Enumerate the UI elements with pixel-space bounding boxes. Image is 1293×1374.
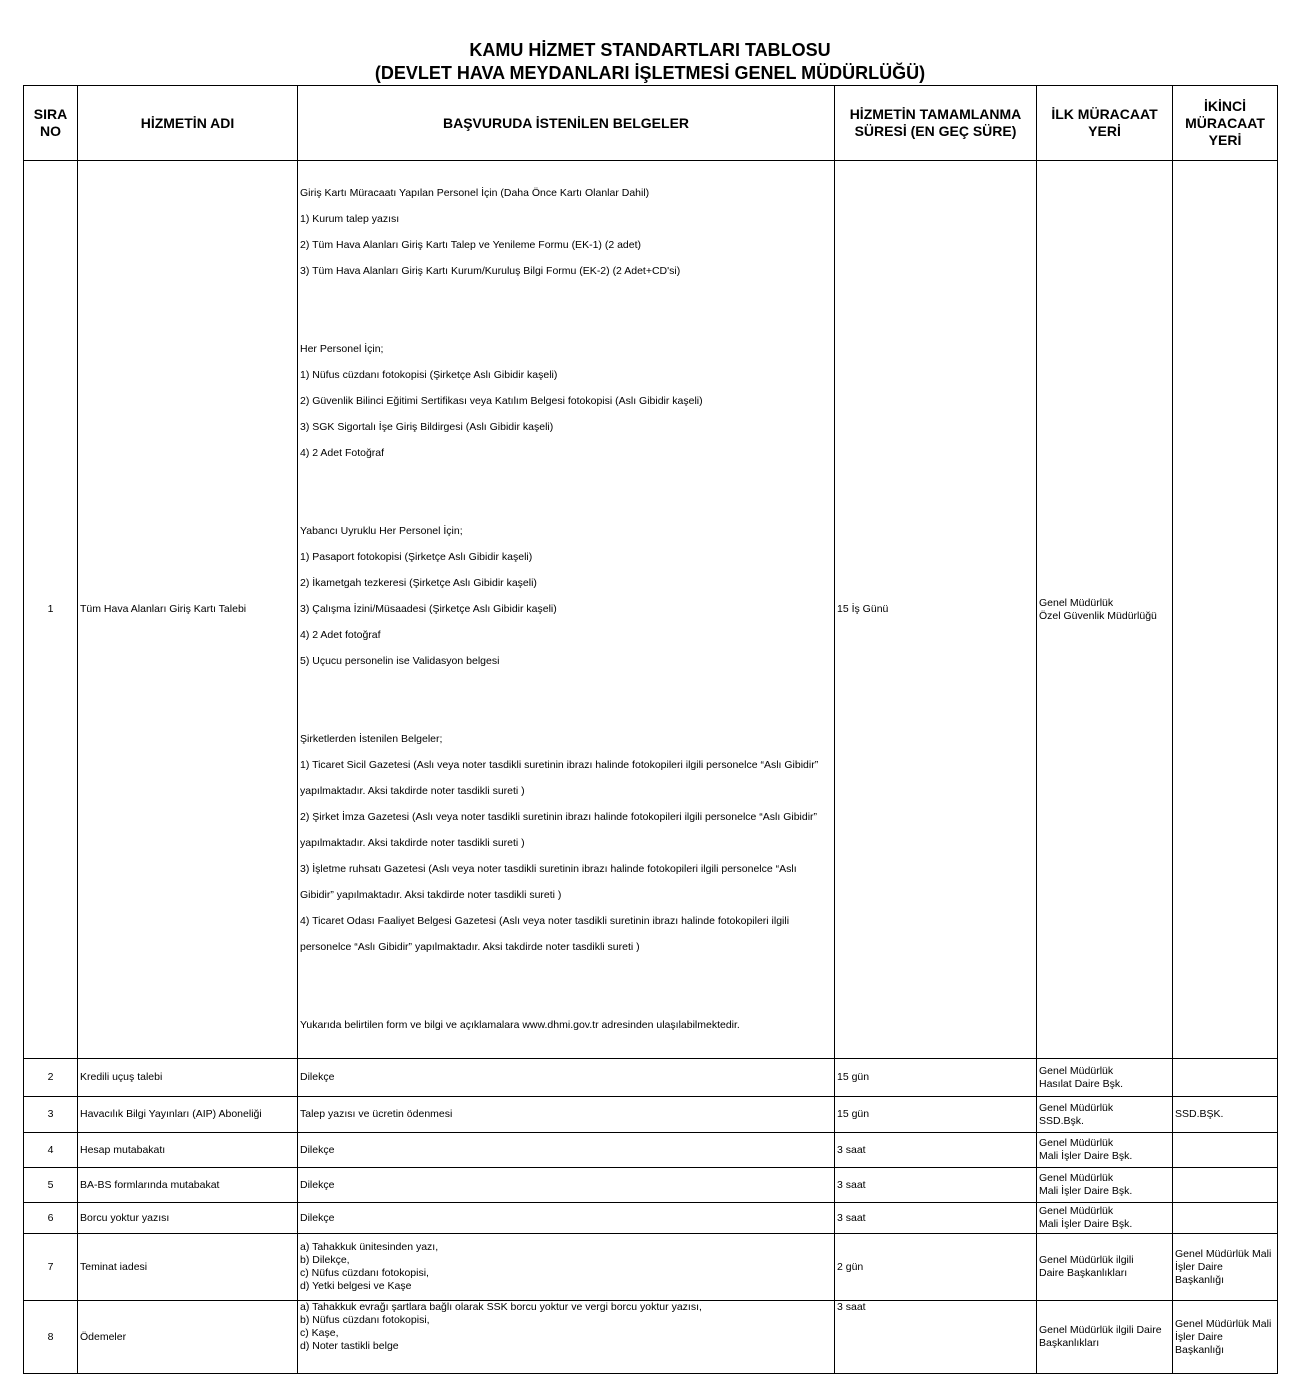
required-documents: Dilekçe (298, 1133, 835, 1168)
docs-block (300, 330, 832, 473)
docs-line: 2) Şirket İmza Gazetesi (Aslı veya noter tasdikli suretinin ibrazı halinde fotokopileri ilgili personelce “Aslı Gibidir” (300, 811, 818, 823)
header-ikinci-muracaat: İKİNCİ MÜRACAAT YERİ (1173, 86, 1278, 161)
row-no: 6 (24, 1203, 78, 1234)
second-application-place (1173, 1133, 1278, 1168)
service-name: Hesap mutabakatı (78, 1133, 298, 1168)
table-row (24, 1234, 1278, 1301)
docs-block (300, 512, 832, 681)
row-no: 7 (24, 1234, 78, 1301)
docs-line: 1) Kurum talep yazısı (300, 213, 400, 225)
second-application-place: SSD.BŞK. (1173, 1097, 1278, 1133)
docs-line: 3) İşletme ruhsatı Gazetesi (Aslı veya noter tasdikli suretinin ibrazı halinde fotokopileri ilgili personelce “Aslı (300, 863, 797, 875)
completion-time: 3 saat (835, 1203, 1037, 1234)
completion-time: 15 İş Günü (835, 161, 1037, 1059)
docs-line: 5) Uçucu personelin ise Validasyon belgesi (300, 655, 500, 667)
first-application-place: Genel Müdürlük Mali İşler Daire Bşk. (1037, 1203, 1173, 1234)
docs-line: 2) Tüm Hava Alanları Giriş Kartı Talep ve Yenileme Formu (EK-1) (2 adet) (300, 239, 642, 251)
docs-line: Her Personel İçin; (300, 343, 384, 355)
first-application-place: Genel Müdürlük Mali İşler Daire Bşk. (1037, 1133, 1173, 1168)
table-row (24, 161, 1278, 1059)
required-documents: a) Tahakkuk ünitesinden yazı, b) Dilekçe, c) Nüfus cüzdanı fotokopisi, d) Yetki belgesi ve Kaşe (298, 1234, 835, 1301)
row-no: 4 (24, 1133, 78, 1168)
first-application-place: Genel Müdürlük Özel Güvenlik Müdürlüğü (1037, 161, 1173, 1059)
service-name: Havacılık Bilgi Yayınları (AIP) Aboneliği (78, 1097, 298, 1133)
docs-line: 4) 2 Adet Fotoğraf (300, 447, 385, 459)
header-belgeler: BAŞVURUDA İSTENİLEN BELGELER (298, 86, 835, 161)
docs-block (300, 720, 832, 967)
docs-block (300, 174, 832, 291)
page-title: KAMU HİZMET STANDARTLARI TABLOSU (469, 40, 831, 60)
docs-line: 1) Ticaret Sicil Gazetesi (Aslı veya noter tasdikli suretinin ibrazı halinde fotokopileri ilgili personelce “Aslı Gibidir” (300, 759, 819, 771)
docs-line: Gibidir” yapılmaktadır. Aksi takdirde noter tasdikli sureti ) (300, 889, 562, 901)
service-name: Borcu yoktur yazısı (78, 1203, 298, 1234)
completion-time: 3 saat (835, 1133, 1037, 1168)
header-ilk-muracaat: İLK MÜRACAAT YERİ (1037, 86, 1173, 161)
docs-line: 2) Güvenlik Bilinci Eğitimi Sertifikası veya Katılım Belgesi fotokopisi (Aslı Gibidir kaşeli) (300, 395, 703, 407)
docs-line: 3) SGK Sigortalı İşe Giriş Bildirgesi (Aslı Gibidir kaşeli) (300, 421, 554, 433)
table-row (24, 1168, 1278, 1203)
required-documents: Dilekçe (298, 1168, 835, 1203)
required-documents: a) Tahakkuk evrağı şartlara bağlı olarak SSK borcu yoktur ve vergi borcu yoktur yazısı, b) Nüfus cüzdanı fotokopisi, c) Kaşe, d) Noter tastikli belge (298, 1301, 835, 1374)
service-name: Kredili uçuş talebi (78, 1059, 298, 1097)
header-row (24, 86, 1278, 161)
docs-line: 4) 2 Adet fotoğraf (300, 629, 381, 641)
row-no: 1 (24, 161, 78, 1059)
docs-line: yapılmaktadır. Aksi takdirde noter tasdikli sureti ) (300, 785, 525, 797)
spacer (300, 694, 832, 707)
docs-line: 4) Ticaret Odası Faaliyet Belgesi Gazetesi (Aslı veya noter tasdikli suretinin ibrazı halinde fotokopileri ilgili (300, 915, 790, 927)
row-no: 8 (24, 1301, 78, 1374)
row-no: 5 (24, 1168, 78, 1203)
spacer (300, 980, 832, 993)
header-sira-no: SIRA NO (24, 86, 78, 161)
page-subtitle: (DEVLET HAVA MEYDANLARI İŞLETMESİ GENEL MÜDÜRLÜĞÜ) (374, 63, 926, 83)
completion-time: 2 gün (835, 1234, 1037, 1301)
required-documents (298, 161, 835, 1059)
first-application-place: Genel Müdürlük ilgili Daire Başkanlıkları (1037, 1301, 1173, 1374)
table-row (24, 1059, 1278, 1097)
row-no: 3 (24, 1097, 78, 1133)
service-name: BA-BS formlarında mutabakat (78, 1168, 298, 1203)
first-application-place: Genel Müdürlük SSD.Bşk. (1037, 1097, 1173, 1133)
second-application-place: Genel Müdürlük Mali İşler Daire Başkanlığı (1173, 1234, 1278, 1301)
docs-line: 1) Pasaport fotokopisi (Şirketçe Aslı Gibidir kaşeli) (300, 551, 533, 563)
header-sure: HİZMETİN TAMAMLANMA SÜRESİ (EN GEÇ SÜRE) (835, 86, 1037, 161)
docs-line: 1) Nüfus cüzdanı fotokopisi (Şirketçe Aslı Gibidir kaşeli) (300, 369, 558, 381)
service-name: Ödemeler (78, 1301, 298, 1374)
table-row (24, 1133, 1278, 1168)
docs-line: 3) Tüm Hava Alanları Giriş Kartı Kurum/Kuruluş Bilgi Formu (EK-2) (2 Adet+CD'si) (300, 265, 681, 277)
required-documents: Talep yazısı ve ücretin ödenmesi (298, 1097, 835, 1133)
service-standards-table (23, 85, 1278, 1374)
first-application-place: Genel Müdürlük Hasılat Daire Bşk. (1037, 1059, 1173, 1097)
docs-line: 3) Çalışma İzini/Müsaadesi (Şirketçe Aslı Gibidir kaşeli) (300, 603, 557, 615)
required-documents: Dilekçe (298, 1059, 835, 1097)
second-application-place (1173, 1059, 1278, 1097)
spacer (300, 486, 832, 499)
docs-line: Yabancı Uyruklu Her Personel İçin; (300, 525, 463, 537)
row-no: 2 (24, 1059, 78, 1097)
completion-time: 15 gün (835, 1059, 1037, 1097)
docs-line: Giriş Kartı Müracaatı Yapılan Personel İçin (Daha Önce Kartı Olanlar Dahil) (300, 187, 650, 199)
table-row (24, 1301, 1278, 1374)
second-application-place (1173, 1168, 1278, 1203)
second-application-place: Genel Müdürlük Mali İşler Daire Başkanlığı (1173, 1301, 1278, 1374)
header-hizmet-adi: HİZMETİN ADI (78, 86, 298, 161)
docs-line: yapılmaktadır. Aksi takdirde noter tasdikli sureti ) (300, 837, 525, 849)
service-name: Teminat iadesi (78, 1234, 298, 1301)
service-name: Tüm Hava Alanları Giriş Kartı Talebi (78, 161, 298, 1059)
table-row (24, 1203, 1278, 1234)
required-documents: Dilekçe (298, 1203, 835, 1234)
docs-block (300, 1006, 832, 1045)
completion-time: 3 saat (835, 1168, 1037, 1203)
first-application-place: Genel Müdürlük ilgili Daire Başkanlıkları (1037, 1234, 1173, 1301)
first-application-place: Genel Müdürlük Mali İşler Daire Bşk. (1037, 1168, 1173, 1203)
docs-line: Şirketlerden İstenilen Belgeler; (300, 733, 443, 745)
docs-line: personelce “Aslı Gibidir” yapılmaktadır. Aksi takdirde noter tasdikli sureti ) (300, 941, 640, 953)
second-application-place (1173, 161, 1278, 1059)
second-application-place (1173, 1203, 1278, 1234)
table-row (24, 1097, 1278, 1133)
completion-time: 3 saat (835, 1301, 1037, 1374)
docs-line: Yukarıda belirtilen form ve bilgi ve açıklamalara www.dhmi.gov.tr adresinden ulaşılabilmektedir. (300, 1019, 740, 1031)
spacer (300, 304, 832, 317)
completion-time: 15 gün (835, 1097, 1037, 1133)
docs-line: 2) İkametgah tezkeresi (Şirketçe Aslı Gibidir kaşeli) (300, 577, 537, 589)
